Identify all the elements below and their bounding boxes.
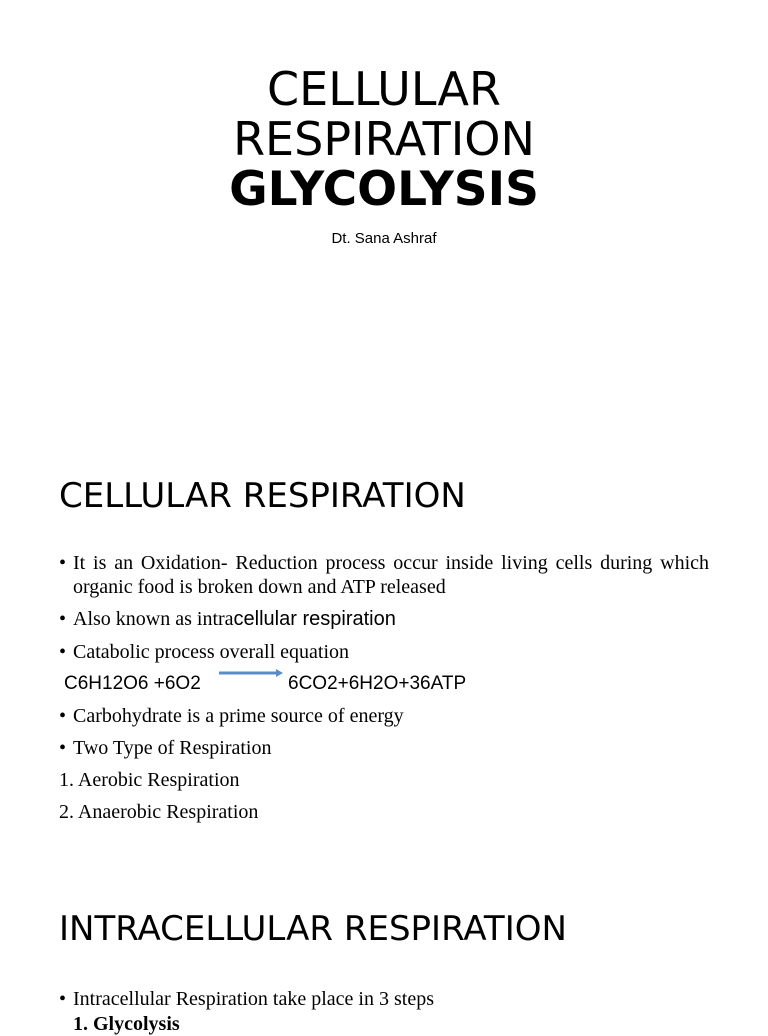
bullet-text: Intracellular Respiration take place in 3 steps [73, 988, 434, 1010]
bullet-dot: • [59, 608, 67, 630]
bullet-text-part: Also known as intra [73, 608, 234, 630]
section-heading-cellular-respiration: CELLULAR RESPIRATION [59, 476, 466, 516]
author-name: Dt. Sana Ashraf [331, 230, 437, 247]
slide-title-line-2: RESPIRATION [233, 112, 535, 166]
reaction-arrow-icon [218, 666, 284, 680]
equation-products: 6CO2+6H2O+36ATP [288, 673, 467, 694]
bullet-text-part: cellular respiration [233, 608, 396, 630]
bullet-dot: • [59, 737, 67, 759]
bullet-item [59, 640, 709, 664]
bullet-dot: • [59, 552, 67, 574]
bullet-item [59, 736, 709, 760]
bullet-item [59, 607, 709, 631]
bullet-item [59, 704, 709, 728]
slide-title-line-3: GLYCOLYSIS [229, 162, 539, 217]
numbered-item-partial: 1. Glycolysis [73, 1013, 180, 1035]
bullet-item [59, 551, 709, 599]
equation-reactants: C6H12O6 +6O2 [64, 673, 201, 694]
section-heading-intracellular-respiration: INTRACELLULAR RESPIRATION [59, 909, 567, 949]
bullet-text: Catabolic process overall equation [73, 641, 350, 663]
bullet-dot: • [59, 705, 67, 727]
slide-title-line-1: CELLULAR [267, 62, 501, 116]
bullet-dot: • [59, 641, 67, 663]
numbered-item: 1. Aerobic Respiration [59, 769, 240, 791]
bullet-text: Carbohydrate is a prime source of energy [73, 705, 404, 727]
numbered-item: 2. Anaerobic Respiration [59, 801, 259, 823]
bullet-text [73, 607, 709, 631]
bullet-text: Two Type of Respiration [73, 737, 272, 759]
bullet-text: It is an Oxidation- Reduction process occur inside living cells during which organic food is broken down and ATP released [73, 552, 709, 598]
bullet-dot: • [59, 988, 67, 1010]
bullet-item [59, 987, 709, 1011]
